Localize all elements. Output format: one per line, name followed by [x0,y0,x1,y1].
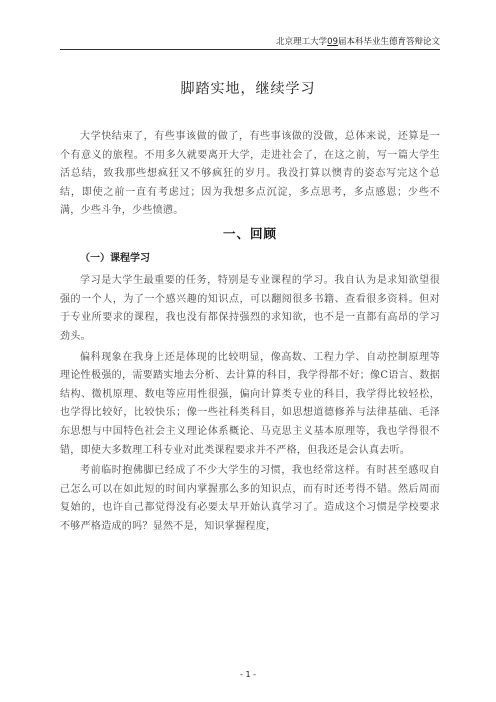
intro-paragraph: 大学快结束了，有些事该做的做了，有些事该做的没做，总体来说，还算是一个有意义的旅程。不用多久就要离开大学，走进社会了，在这之前，写一篇大学生活总结，致我那些想疯狂又不够疯狂的岁月。我没打算以懊青的姿态写完这个总结，即使之前一直有考虑过；因为我想多点沉淀，多点思考，多点感恩；少些不满，少些斗争，少些愤懑。 [60,131,440,217]
header-school: 北京理工大学 [276,37,328,47]
document-title: 脚踏实地，继续学习 [180,81,316,97]
header-rule [60,49,440,50]
header-year: 09 [327,37,338,47]
document-body [60,128,440,538]
section-heading: 一、回顾 [222,225,277,241]
body-paragraph: 偏科现象在我身上还是体现的比较明显，像高数、工程力学、自动控制原理等理论性极强的，需要踏实地去分析、去计算的科目，我学得都不好；像C语言、数据结构、微机原理、数电等应用性很强，偏向计算类专业的科目，我学得比较轻松，也学得比较好，比较快乐；像一些社科类科目，如思想道德修养与法律基础、毛泽东思想与中国特色社会主义理论体系概论、马克思主义基本原理等，我也学得很不错，即使大多数理工科专业对此类课程要求并不严格，但我还是会认真去听。 [60,351,440,456]
subsection-heading: （一）课程学习 [80,252,150,264]
page-header [60,36,440,48]
body-paragraph: 考前临时抱佛脚已经成了不少大学生的习惯，我也经常这样。有时甚至感叹自己怎么可以在如此短的时间内掌握那么多的知识点，而有时还考得不错。然后周而复始的，也许自己都觉得没有必要太早开始认真学习了。造成这个习惯是学校要求不够严格造成的吗？显然不是，知识掌握程度， [60,465,440,532]
header-thesis-type: 届本科毕业生德育答辩论文 [337,37,440,47]
body-paragraph: 学习是大学生最重要的任务，特别是专业课程的学习。我自认为是求知欲望很强的一个人，为了一个感兴趣的知识点，可以翻阅很多书籍、查看很多资料。但对于专业所要求的课程，我也没有都保持强烈的求知欲，也不是一直都有高昂的学习劲头。 [60,275,440,342]
page-number: - 1 - [240,670,256,679]
